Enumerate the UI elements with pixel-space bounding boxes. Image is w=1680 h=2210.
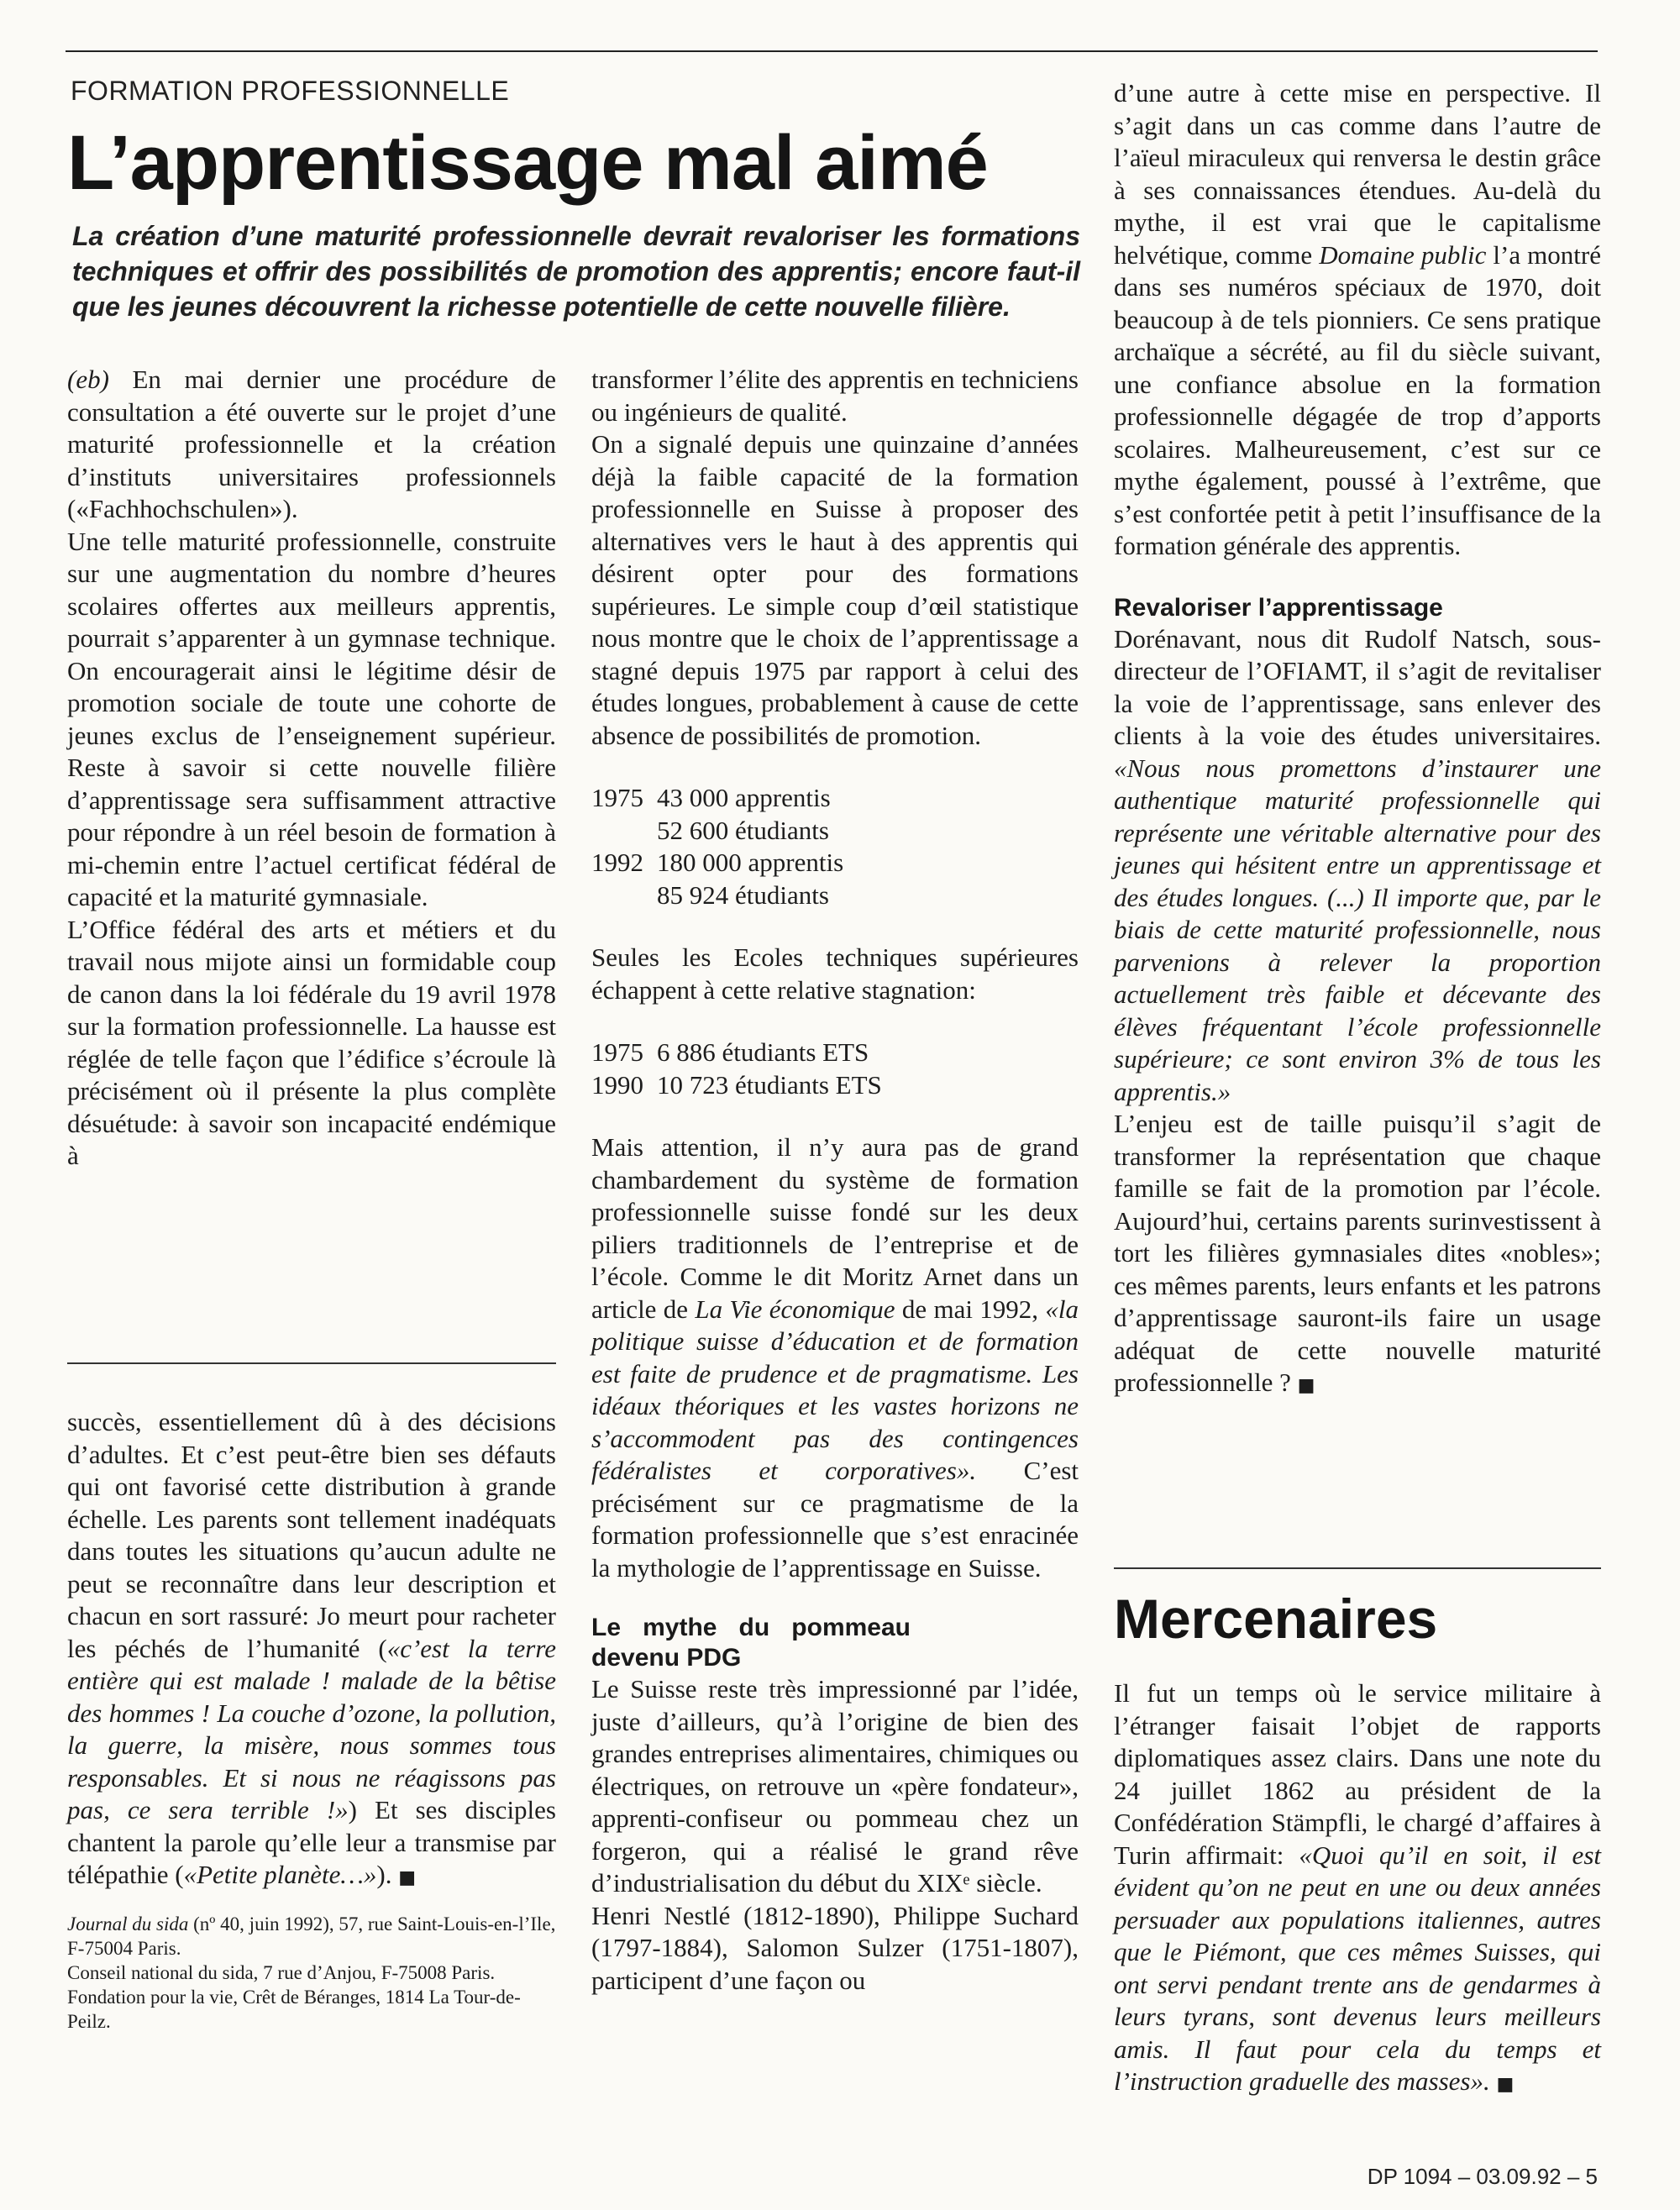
column-1 [67,364,556,1173]
statistics-row [591,847,1079,879]
sources-list [67,1912,556,2034]
statistics-row [591,815,1079,848]
paragraph: Il fut un temps où le service militaire à l’étranger faisait l’objet de rapports diplomatiques assez clairs. Dans une note du 24 juillet 1862 au président de la Confédération Stämpfli, le chargé d’affaires à Turin affirmait: «Quoi qu’il en soit, il est évident qu’on ne peut en une ou deux années persuader aux populations italiennes, autres que le Piémont, que ces mêmes Suisses, qui ont servi pendant trente ans de gendarmes à leurs tyrans, sont devenus leurs meilleurs amis. Il faut pour cela du temps et l’instruction graduelle des masses». ■ [1114,1678,1601,2096]
statistics-value: 6 886 étudiants ETS [657,1037,869,1067]
statistics-value: 52 600 étudiants [657,815,829,845]
source-item: Fondation pour la vie, Crêt de Béranges, 1814 La Tour-de-Peilz. [67,1986,521,2032]
source-item: Conseil national du sida, 7 rue d’Anjou, F-75008 Paris. [67,1961,496,1983]
statistics-row [591,782,1079,815]
headline: L’apprentissage mal aimé [67,120,988,206]
paragraph: transformer l’élite des apprentis en techniciens ou ingénieurs de qualité. [591,365,1079,427]
statistics-value: 43 000 apprentis [657,783,831,812]
byline: (eb) [67,365,109,394]
statistics-year: 1990 [591,1069,643,1100]
paragraph: Le Suisse reste très impressionné par l’idée, juste d’ailleurs, qu’à l’origine de bien des grandes entreprises alimentaires, chimiques ou électriques, on retrouve un «père fondateur», apprenti-confiseur ou pommeau chez un forgeron, qui a réalisé le grand rêve d’industrialisation du début du XIXᵉ siècle. [591,1674,1079,1898]
paragraph: succès, essentiellement dû à des décisions d’adultes. Et c’est peut-être bien ses défauts qui ont favorisé cette distribution à grande échelle. Les parents sont tellement inadéquats dans toutes les situations qu’aucun adulte ne peut se reconnaître dans leur description et chacun en sort rassuré: Jo meurt pour racheter les péchés de l’humanité («c’est la terre entière qui est malade ! malade de la bêtise des hommes ! La couche d’ozone, la pollution, la guerre, la misère, nous sommes tous responsables. Et si nous ne réagissons pas pas, ce sera terrible !») Et ses disciples chantent la parole qu’elle leur a transmise par télépathie («Petite planète…»). ■ [67,1407,556,1889]
paragraph: d’une autre à cette mise en perspective. Il s’agit dans un cas comme dans l’autre de l’aïeul miraculeux qui renversa le destin grâce à ses connaissances étendues. Au-delà du mythe, il est vrai que le capitalisme helvétique, comme Domaine public l’a montré dans ses numéros spéciaux de 1970, doit beaucoup à de tels pionniers. Ce sens pratique archaïque a sécrété, au fil du siècle suivant, une confiance absolue en la formation professionnelle dégagée de trop d’apports scolaires. Malheureusement, c’est sur ce mythe également, poussé à l’extrême, que s’est confortée petit à petit l’insuffisance de la formation générale des apprentis. [1114,78,1601,560]
statistics-year [591,815,657,848]
paragraph: On a signalé depuis une quinzaine d’années déjà la faible capacité de la formation professionnelle en Suisse à proposer des alternatives vers le haut à des apprentis qui désirent opter pour des formations supérieures. Le simple coup d’œil statistique nous montre que le choix de l’apprentissage a stagné depuis 1975 par rapport à celui des études longues, probablement à cause de cette absence de possibilités de promotion. [591,429,1079,750]
source-item: Journal du sida (nº 40, juin 1992), 57, rue Saint-Louis-en-l’Ile, F-75004 Paris. [67,1913,556,1959]
end-mark: ■ [398,1867,417,1888]
paragraph: Une telle maturité professionnelle, construite sur une augmentation du nombre d’heures scolaires offertes aux meilleurs apprentis, pourrait s’apparenter à un gymnase technique. On encouragerait ainsi le légitime désir de promotion sociale de toute une cohorte de jeunes exclus de l’enseignement supérieur. Reste à savoir si cette nouvelle filière d’apprentissage sera suffisamment attractive pour répondre à un réel besoin de formation à mi-chemin entre l’actuel certificat fédéral de capacité et la maturité gymnasiale. [67,526,556,911]
paragraph: Seules les Ecoles techniques supérieures échappent à cette relative stagnation: [591,942,1079,1005]
end-mark: ■ [1297,1375,1315,1396]
mercenaires-article [1114,1677,1601,2102]
paragraph: Dorénavant, nous dit Rudolf Natsch, sous-directeur de l’OFIAMT, il s’agit de revitaliser la voie de l’apprentissage, sans enlever des clients à la voie des études universitaires. «Nous nous promettons d’instaurer une authentique maturité professionnelle qui représente une véritable alternative pour des jeunes qui hésitent entre un apprentissage et des études longues. (...) Il importe que, par le biais de cette maturité professionnelle, nous parvenions à relever la proportion actuellement très faible et décevante des élèves fréquentant l’école professionnelle supérieure; ce sont environ 3% de tous les apprentis.» [1114,623,1601,1106]
statistics-value: 10 723 étudiants ETS [657,1069,882,1100]
paragraph: L’Office fédéral des arts et métiers et du travail nous mijote ainsi un formidable coup de canon dans la loi fédérale du 19 avril 1978 sur la formation professionnelle. La hausse est réglée de telle façon que l’édifice s’écroule là précisément où il présente la plus complète désuétude: à savoir son incapacité endémique à [67,914,556,1170]
statistics-row [591,879,1079,912]
statistics-year [591,879,657,912]
statistics-year: 1975 [591,783,643,812]
statistics-table-apprentis [591,782,1079,911]
top-rule [66,50,1598,52]
statistics-year: 1975 [591,1037,643,1067]
subhead-mythe: Le mythe du pommeau devenu PDG [591,1614,911,1672]
lead-paragraph: La création d’une maturité professionnelle devrait revaloriser les formations techniques et offrir des possibilités de promotion des apprentis; encore faut-il que les jeunes découvrent la richesse potentielle de cette nouvelle filière. [72,221,1080,322]
paragraph: L’enjeu est de taille puisqu’il s’agit de transformer la représentation que chaque famille se fait de la promotion par l’école. Aujourd’hui, certains parents surinvestissent à tort les filières gymnasiales dites «nobles»; ces mêmes parents, leurs enfants et les patrons d’apprentissage sauront-ils faire un usage adéquat de cette nouvelle maturité professionnelle ? ■ [1114,1109,1601,1397]
section-kicker: FORMATION PROFESSIONNELLE [71,76,510,106]
statistics-row [591,1037,1079,1069]
statistics-value: 85 924 étudiants [657,879,829,910]
mercenaires-headline: Mercenaires [1114,1588,1438,1650]
subhead-revaloriser: Revaloriser l’apprentissage [1114,593,1443,622]
column-3 [1114,77,1601,1403]
page-folio: DP 1094 – 03.09.92 – 5 [1367,2164,1598,2189]
column-2 [591,364,1079,1997]
paragraph: Mais attention, il n’y aura pas de grand chambardement du système de formation professionnelle suisse fondé sur les deux piliers traditionnels de l’entreprise et de l’école. Comme le dit Moritz Arnet dans un article de La Vie économique de mai 1992, «la politique suisse d’éducation et de formation est faite de prudence et de pragmatisme. Les idéaux théoriques et les vastes horizons ne s’accommodent pas des contingences fédéralistes et corporatives». C’est précisément sur ce pragmatisme de la formation professionnelle que s’est enracinée la mythologie de l’apprentissage en Suisse. [591,1132,1079,1583]
column-divider [67,1362,556,1364]
paragraph: Henri Nestlé (1812-1890), Philippe Suchard (1797-1884), Salomon Sulzer (1751-1807), participent d’une façon ou [591,1900,1079,1995]
column-1-lower [67,1406,556,2034]
statistics-year: 1992 [591,848,643,877]
column-divider [1114,1567,1601,1569]
statistics-row [591,1069,1079,1102]
statistics-table-ets [591,1037,1079,1101]
end-mark: ■ [1496,2074,1515,2095]
paragraph: (eb) En mai dernier une procédure de consultation a été ouverte sur le projet d’une maturité professionnelle et la création d’instituts universitaires professionnels («Fachhochschulen»). [67,365,556,523]
statistics-value: 180 000 apprentis [657,848,844,877]
